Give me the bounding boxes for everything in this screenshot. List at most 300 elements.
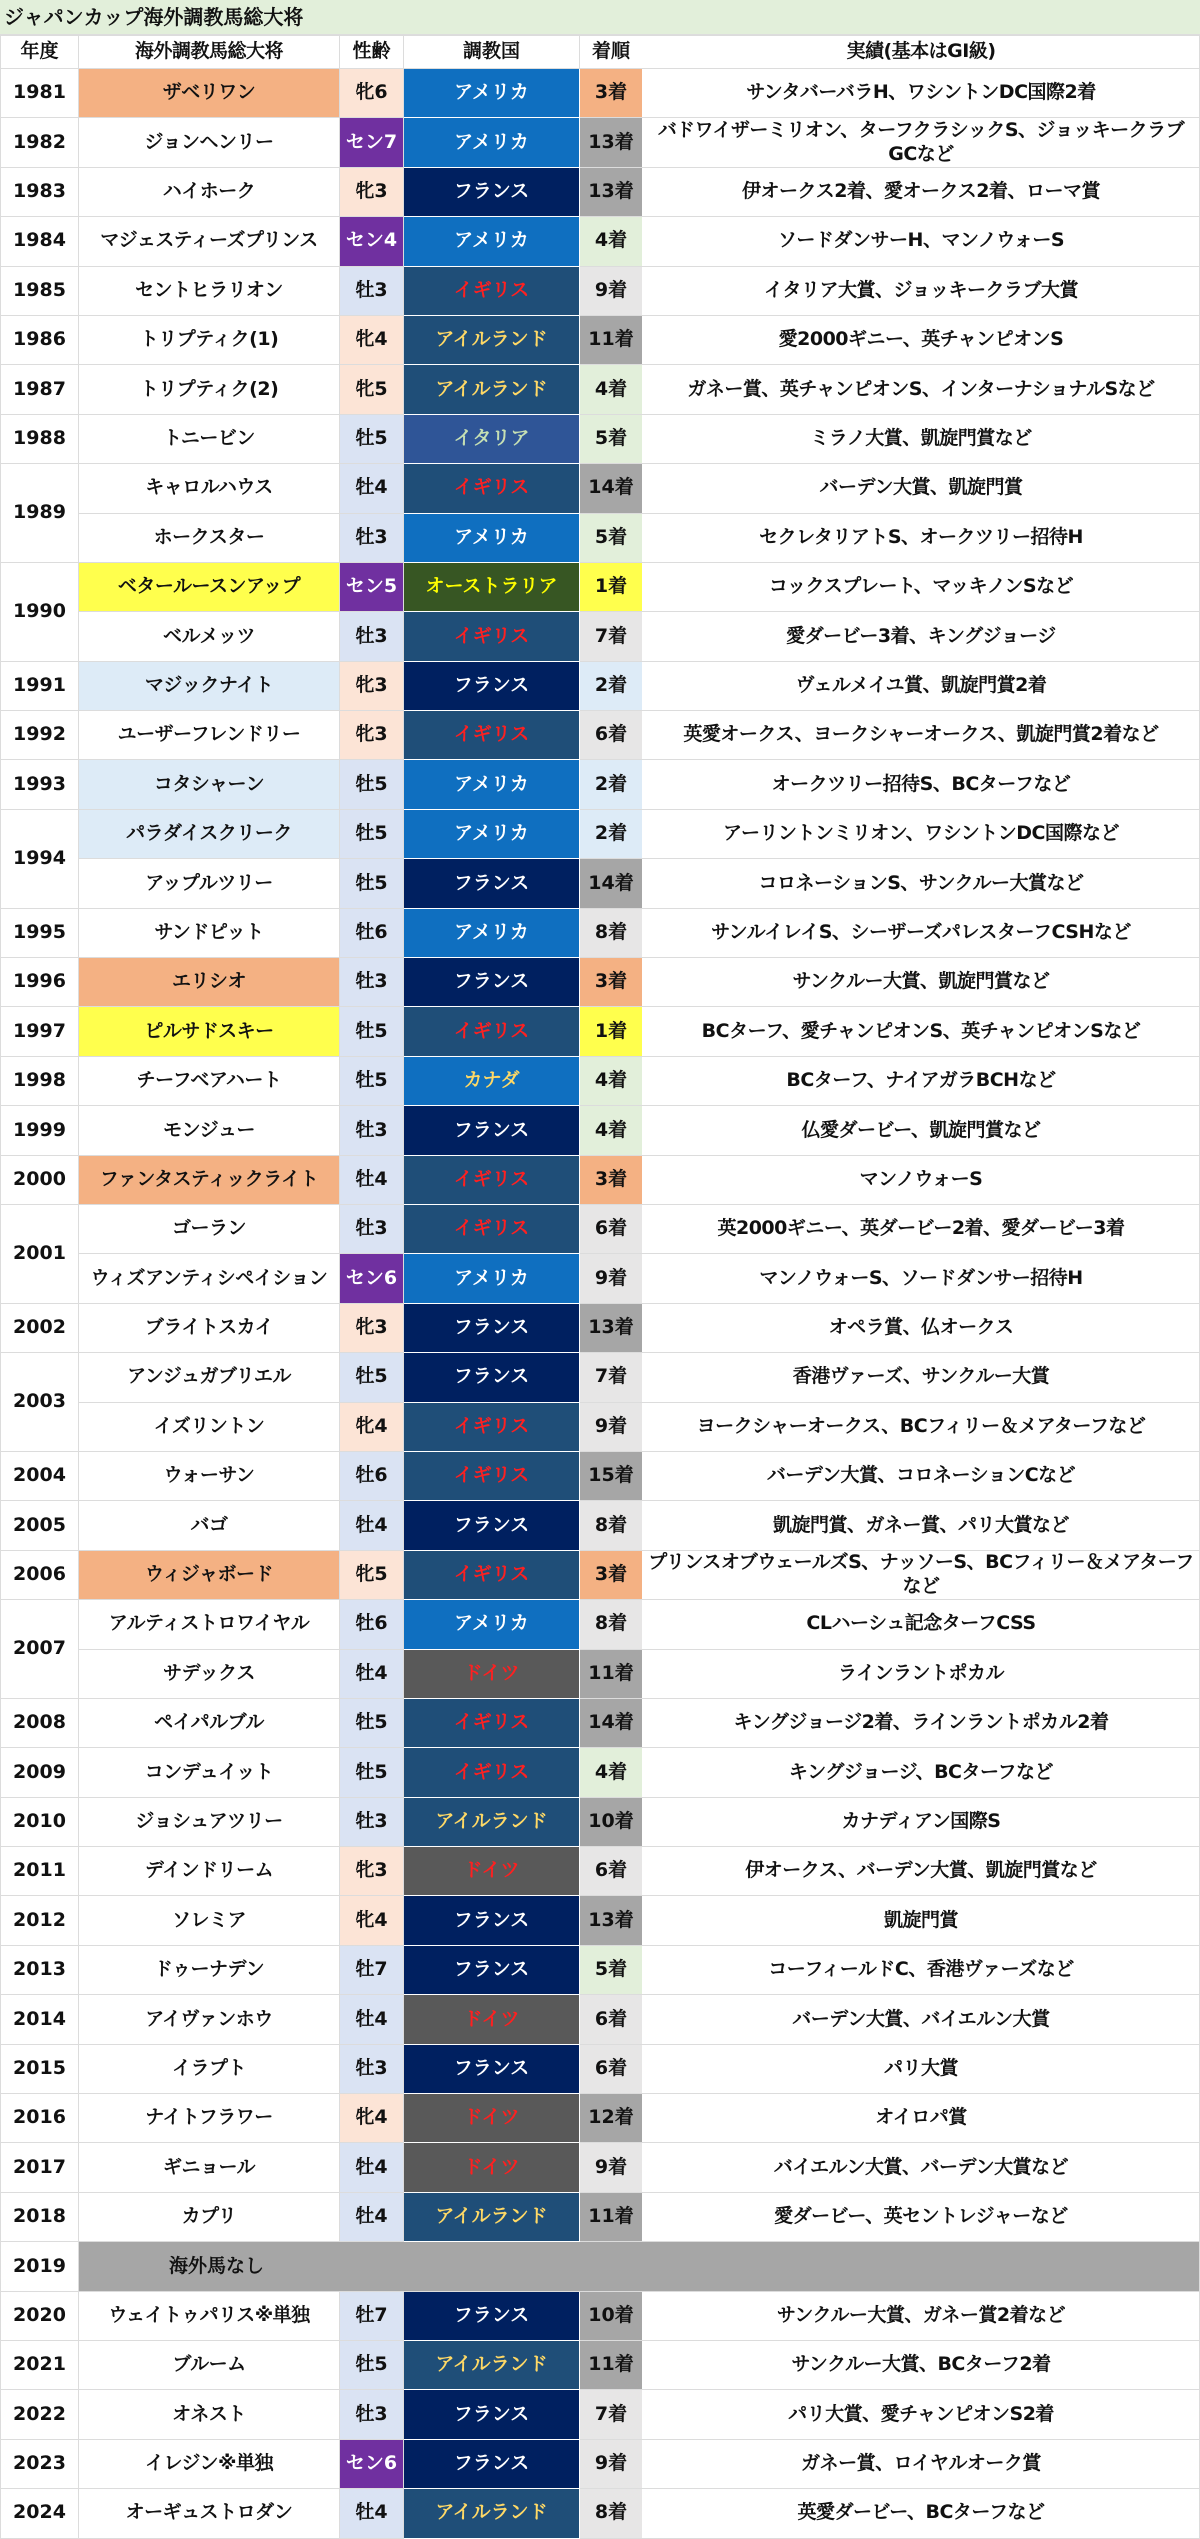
- results-cell: プリンスオブウェールズS、ナッソーS、BCフィリー＆メアターフなど: [643, 1550, 1200, 1599]
- year-cell: 1985: [1, 266, 79, 315]
- sex-age-cell: 牝4: [340, 1896, 404, 1945]
- results-cell: ラインラントポカル: [643, 1649, 1200, 1698]
- year-cell: 2002: [1, 1303, 79, 1352]
- results-cell: コックスプレート、マッキノンSなど: [643, 562, 1200, 611]
- table-row: [1, 661, 1200, 710]
- rank-cell: 1着: [580, 1007, 643, 1056]
- table-row: [1, 1155, 1200, 1204]
- table-row: [1, 414, 1200, 463]
- horse-name-cell: ハイホーク: [79, 167, 340, 216]
- year-cell: 2010: [1, 1797, 79, 1846]
- year-cell: 1995: [1, 908, 79, 957]
- country-cell: アメリカ: [404, 69, 580, 118]
- sex-age-cell: セン5: [340, 562, 404, 611]
- sex-age-cell: 牝3: [340, 711, 404, 760]
- country-cell: イギリス: [404, 711, 580, 760]
- table-row: [1, 1797, 1200, 1846]
- rank-cell: 5着: [580, 1945, 643, 1994]
- sex-age-cell: 牡5: [340, 1056, 404, 1105]
- country-cell: フランス: [404, 1303, 580, 1352]
- country-cell: イギリス: [404, 1155, 580, 1204]
- table-row: [1, 2192, 1200, 2241]
- sex-age-cell: 牡3: [340, 1204, 404, 1253]
- table-row: [1, 760, 1200, 809]
- horse-name-cell: サンドピット: [79, 908, 340, 957]
- table-row: [1, 2291, 1200, 2340]
- rank-cell: 6着: [580, 1847, 643, 1896]
- year-cell: 1996: [1, 958, 79, 1007]
- horse-name-cell: アルティストロワイヤル: [79, 1600, 340, 1649]
- year-cell: 1991: [1, 661, 79, 710]
- year-cell: 1990: [1, 562, 79, 661]
- country-cell: ドイツ: [404, 1847, 580, 1896]
- header-results: 実績(基本はGI級): [643, 36, 1200, 69]
- country-cell: アイルランド: [404, 2489, 580, 2538]
- rank-cell: 11着: [580, 315, 643, 364]
- rank-cell: 3着: [580, 69, 643, 118]
- sex-age-cell: 牡4: [340, 1995, 404, 2044]
- horse-name-cell: ブルーム: [79, 2340, 340, 2389]
- table-row: [1, 1698, 1200, 1747]
- sheet-title: ジャパンカップ海外調教馬総大将: [0, 0, 1200, 35]
- results-cell: サンタバーバラH、ワシントンDC国際2着: [643, 69, 1200, 118]
- rank-cell: 5着: [580, 513, 643, 562]
- japan-cup-foreign-horses-table: [0, 35, 1200, 2539]
- country-cell: イギリス: [404, 1007, 580, 1056]
- year-cell: 2007: [1, 1600, 79, 1699]
- year-cell: 2005: [1, 1501, 79, 1550]
- results-cell: パリ大賞、愛チャンピオンS2着: [643, 2390, 1200, 2439]
- year-cell: 1997: [1, 1007, 79, 1056]
- results-cell: 伊オークス、バーデン大賞、凱旋門賞など: [643, 1847, 1200, 1896]
- results-cell: バーデン大賞、バイエルン大賞: [643, 1995, 1200, 2044]
- sex-age-cell: 牡4: [340, 1155, 404, 1204]
- header-sex-age: 性齢: [340, 36, 404, 69]
- results-cell: バーデン大賞、凱旋門賞: [643, 464, 1200, 513]
- country-cell: イギリス: [404, 1550, 580, 1599]
- results-cell: ヨークシャーオークス、BCフィリー＆メアターフなど: [643, 1402, 1200, 1451]
- year-cell: 1988: [1, 414, 79, 463]
- sex-age-cell: 牝4: [340, 1402, 404, 1451]
- table-row: [1, 562, 1200, 611]
- no-foreign-horse-cell: 海外馬なし: [79, 2242, 1200, 2291]
- results-cell: バドワイザーミリオン、ターフクラシックS、ジョッキークラブGCなど: [643, 118, 1200, 167]
- results-cell: BCターフ、ナイアガラBCHなど: [643, 1056, 1200, 1105]
- year-cell: 2019: [1, 2242, 79, 2291]
- table-row: [1, 1649, 1200, 1698]
- results-cell: ガネー賞、ロイヤルオーク賞: [643, 2439, 1200, 2488]
- horse-name-cell: ベルメッツ: [79, 612, 340, 661]
- results-cell: 愛ダービー3着、キングジョージ: [643, 612, 1200, 661]
- results-cell: オペラ賞、仏オークス: [643, 1303, 1200, 1352]
- rank-cell: 4着: [580, 1748, 643, 1797]
- sex-age-cell: 牡4: [340, 464, 404, 513]
- country-cell: アメリカ: [404, 1600, 580, 1649]
- table-row: [1, 1550, 1200, 1599]
- year-cell: 2023: [1, 2439, 79, 2488]
- country-cell: カナダ: [404, 1056, 580, 1105]
- rank-cell: 14着: [580, 464, 643, 513]
- rank-cell: 11着: [580, 2340, 643, 2389]
- sex-age-cell: 牝3: [340, 167, 404, 216]
- table-row: [1, 1501, 1200, 1550]
- table-row: [1, 908, 1200, 957]
- sex-age-cell: 牝4: [340, 2094, 404, 2143]
- rank-cell: 9着: [580, 2439, 643, 2488]
- results-cell: 英2000ギニー、英ダービー2着、愛ダービー3着: [643, 1204, 1200, 1253]
- rank-cell: 11着: [580, 2192, 643, 2241]
- sex-age-cell: 牡3: [340, 266, 404, 315]
- horse-name-cell: アンジュガブリエル: [79, 1353, 340, 1402]
- country-cell: フランス: [404, 2439, 580, 2488]
- sex-age-cell: 牝5: [340, 1550, 404, 1599]
- year-cell: 2001: [1, 1204, 79, 1303]
- year-cell: 2014: [1, 1995, 79, 2044]
- results-cell: 英愛ダービー、BCターフなど: [643, 2489, 1200, 2538]
- rank-cell: 14着: [580, 1698, 643, 1747]
- sex-age-cell: 牡5: [340, 809, 404, 858]
- country-cell: イギリス: [404, 1204, 580, 1253]
- rank-cell: 9着: [580, 266, 643, 315]
- country-cell: フランス: [404, 1945, 580, 1994]
- year-cell: 1992: [1, 711, 79, 760]
- rank-cell: 8着: [580, 1600, 643, 1649]
- sex-age-cell: セン7: [340, 118, 404, 167]
- sex-age-cell: 牡3: [340, 2044, 404, 2093]
- country-cell: フランス: [404, 1896, 580, 1945]
- table-row: [1, 1600, 1200, 1649]
- rank-cell: 3着: [580, 1155, 643, 1204]
- horse-name-cell: パラダイスクリーク: [79, 809, 340, 858]
- horse-name-cell: コンデュイット: [79, 1748, 340, 1797]
- header-row: [1, 36, 1200, 69]
- country-cell: アメリカ: [404, 760, 580, 809]
- rank-cell: 9着: [580, 1402, 643, 1451]
- year-cell: 1984: [1, 217, 79, 266]
- horse-name-cell: ゴーラン: [79, 1204, 340, 1253]
- country-cell: フランス: [404, 1501, 580, 1550]
- table-row: [1, 464, 1200, 513]
- results-cell: 香港ヴァーズ、サンクルー大賞: [643, 1353, 1200, 1402]
- table-row: [1, 1106, 1200, 1155]
- table-row: [1, 2143, 1200, 2192]
- country-cell: アメリカ: [404, 118, 580, 167]
- sex-age-cell: 牡5: [340, 414, 404, 463]
- table-row: [1, 1056, 1200, 1105]
- table-row: [1, 1995, 1200, 2044]
- country-cell: フランス: [404, 2044, 580, 2093]
- year-cell: 2004: [1, 1451, 79, 1500]
- results-cell: ヴェルメイユ賞、凱旋門賞2着: [643, 661, 1200, 710]
- results-cell: 英愛オークス、ヨークシャーオークス、凱旋門賞2着など: [643, 711, 1200, 760]
- sex-age-cell: 牝6: [340, 69, 404, 118]
- rank-cell: 3着: [580, 958, 643, 1007]
- year-cell: 1994: [1, 809, 79, 908]
- results-cell: ガネー賞、英チャンピオンS、インターナショナルSなど: [643, 365, 1200, 414]
- sex-age-cell: 牡5: [340, 1007, 404, 1056]
- header-rank: 着順: [580, 36, 643, 69]
- year-cell: 2011: [1, 1847, 79, 1896]
- sex-age-cell: 牡4: [340, 2489, 404, 2538]
- table-row: [1, 2340, 1200, 2389]
- horse-name-cell: イレジン※単独: [79, 2439, 340, 2488]
- horse-name-cell: ナイトフラワー: [79, 2094, 340, 2143]
- rank-cell: 6着: [580, 1995, 643, 2044]
- table-row: [1, 1945, 1200, 1994]
- year-cell: 1987: [1, 365, 79, 414]
- table-row: [1, 266, 1200, 315]
- table-row: [1, 1303, 1200, 1352]
- rank-cell: 5着: [580, 414, 643, 463]
- results-cell: ミラノ大賞、凱旋門賞など: [643, 414, 1200, 463]
- horse-name-cell: デインドリーム: [79, 1847, 340, 1896]
- sex-age-cell: 牡6: [340, 908, 404, 957]
- rank-cell: 13着: [580, 1303, 643, 1352]
- country-cell: イタリア: [404, 414, 580, 463]
- rank-cell: 4着: [580, 1106, 643, 1155]
- country-cell: フランス: [404, 167, 580, 216]
- rank-cell: 6着: [580, 2044, 643, 2093]
- sex-age-cell: 牡5: [340, 1353, 404, 1402]
- horse-name-cell: コタシャーン: [79, 760, 340, 809]
- year-cell: 2022: [1, 2390, 79, 2439]
- country-cell: アメリカ: [404, 1254, 580, 1303]
- year-cell: 2006: [1, 1550, 79, 1599]
- horse-name-cell: ベタールースンアップ: [79, 562, 340, 611]
- horse-name-cell: オーギュストロダン: [79, 2489, 340, 2538]
- year-cell: 1998: [1, 1056, 79, 1105]
- sex-age-cell: 牡7: [340, 1945, 404, 1994]
- horse-name-cell: マジェスティーズプリンス: [79, 217, 340, 266]
- horse-name-cell: バゴ: [79, 1501, 340, 1550]
- results-cell: サンルイレイS、シーザーズパレスターフCSHなど: [643, 908, 1200, 957]
- sex-age-cell: 牡4: [340, 2143, 404, 2192]
- country-cell: フランス: [404, 1106, 580, 1155]
- results-cell: アーリントンミリオン、ワシントンDC国際など: [643, 809, 1200, 858]
- year-cell: 2009: [1, 1748, 79, 1797]
- country-cell: アイルランド: [404, 1797, 580, 1846]
- horse-name-cell: ユーザーフレンドリー: [79, 711, 340, 760]
- rank-cell: 10着: [580, 1797, 643, 1846]
- horse-name-cell: ブライトスカイ: [79, 1303, 340, 1352]
- sex-age-cell: 牡4: [340, 1649, 404, 1698]
- rank-cell: 4着: [580, 217, 643, 266]
- table-row: [1, 315, 1200, 364]
- table-row: [1, 2489, 1200, 2538]
- horse-name-cell: ウィズアンティシペイション: [79, 1254, 340, 1303]
- rank-cell: 2着: [580, 760, 643, 809]
- results-cell: サンクルー大賞、凱旋門賞など: [643, 958, 1200, 1007]
- results-cell: BCターフ、愛チャンピオンS、英チャンピオンSなど: [643, 1007, 1200, 1056]
- results-cell: サンクルー大賞、BCターフ2着: [643, 2340, 1200, 2389]
- horse-name-cell: ウィジャボード: [79, 1550, 340, 1599]
- rank-cell: 13着: [580, 167, 643, 216]
- horse-name-cell: アップルツリー: [79, 859, 340, 908]
- table-row: [1, 1451, 1200, 1500]
- country-cell: イギリス: [404, 464, 580, 513]
- country-cell: アメリカ: [404, 217, 580, 266]
- year-cell: 1993: [1, 760, 79, 809]
- table-row: [1, 1748, 1200, 1797]
- horse-name-cell: イラプト: [79, 2044, 340, 2093]
- rank-cell: 13着: [580, 1896, 643, 1945]
- rank-cell: 7着: [580, 612, 643, 661]
- country-cell: フランス: [404, 661, 580, 710]
- table-row: [1, 1402, 1200, 1451]
- sex-age-cell: 牡3: [340, 1797, 404, 1846]
- rank-cell: 7着: [580, 2390, 643, 2439]
- year-cell: 2012: [1, 1896, 79, 1945]
- horse-name-cell: アイヴァンホウ: [79, 1995, 340, 2044]
- results-cell: 伊オークス2着、愛オークス2着、ローマ賞: [643, 167, 1200, 216]
- sex-age-cell: 牡5: [340, 1698, 404, 1747]
- horse-name-cell: イズリントン: [79, 1402, 340, 1451]
- rank-cell: 6着: [580, 1204, 643, 1253]
- table-row: [1, 958, 1200, 1007]
- horse-name-cell: ギニョール: [79, 2143, 340, 2192]
- sex-age-cell: 牡6: [340, 1600, 404, 1649]
- table-row: [1, 2094, 1200, 2143]
- country-cell: フランス: [404, 1353, 580, 1402]
- rank-cell: 7着: [580, 1353, 643, 1402]
- year-cell: 2020: [1, 2291, 79, 2340]
- sex-age-cell: セン6: [340, 1254, 404, 1303]
- sex-age-cell: 牡3: [340, 2390, 404, 2439]
- results-cell: キングジョージ、BCターフなど: [643, 1748, 1200, 1797]
- rank-cell: 8着: [580, 1501, 643, 1550]
- country-cell: オーストラリア: [404, 562, 580, 611]
- country-cell: アイルランド: [404, 2340, 580, 2389]
- country-cell: ドイツ: [404, 2143, 580, 2192]
- country-cell: イギリス: [404, 1402, 580, 1451]
- table-row: [1, 1007, 1200, 1056]
- table-row: [1, 1353, 1200, 1402]
- horse-name-cell: ホークスター: [79, 513, 340, 562]
- country-cell: イギリス: [404, 266, 580, 315]
- year-cell: 1982: [1, 118, 79, 167]
- table-row: [1, 217, 1200, 266]
- table-body: [1, 69, 1200, 2539]
- rank-cell: 15着: [580, 1451, 643, 1500]
- country-cell: アメリカ: [404, 809, 580, 858]
- results-cell: 愛ダービー、英セントレジャーなど: [643, 2192, 1200, 2241]
- results-cell: ソードダンサーH、マンノウォーS: [643, 217, 1200, 266]
- sex-age-cell: 牡4: [340, 2192, 404, 2241]
- rank-cell: 4着: [580, 365, 643, 414]
- horse-name-cell: ソレミア: [79, 1896, 340, 1945]
- sex-age-cell: 牡3: [340, 612, 404, 661]
- table-row: [1, 2044, 1200, 2093]
- country-cell: イギリス: [404, 1748, 580, 1797]
- country-cell: フランス: [404, 2291, 580, 2340]
- sex-age-cell: 牡4: [340, 1501, 404, 1550]
- country-cell: フランス: [404, 958, 580, 1007]
- rank-cell: 10着: [580, 2291, 643, 2340]
- results-cell: 凱旋門賞、ガネー賞、パリ大賞など: [643, 1501, 1200, 1550]
- horse-name-cell: エリシオ: [79, 958, 340, 1007]
- results-cell: マンノウォーS、ソードダンサー招待H: [643, 1254, 1200, 1303]
- results-cell: カナディアン国際S: [643, 1797, 1200, 1846]
- year-cell: 1999: [1, 1106, 79, 1155]
- rank-cell: 3着: [580, 1550, 643, 1599]
- results-cell: バーデン大賞、コロネーションCなど: [643, 1451, 1200, 1500]
- sex-age-cell: セン6: [340, 2439, 404, 2488]
- horse-name-cell: ジョシュアツリー: [79, 1797, 340, 1846]
- results-cell: 愛2000ギニー、英チャンピオンS: [643, 315, 1200, 364]
- horse-name-cell: オネスト: [79, 2390, 340, 2439]
- rank-cell: 6着: [580, 711, 643, 760]
- rank-cell: 8着: [580, 908, 643, 957]
- results-cell: コーフィールドC、香港ヴァーズなど: [643, 1945, 1200, 1994]
- rank-cell: 9着: [580, 2143, 643, 2192]
- year-cell: 2003: [1, 1353, 79, 1452]
- year-cell: 2008: [1, 1698, 79, 1747]
- sex-age-cell: 牝3: [340, 661, 404, 710]
- horse-name-cell: ザベリワン: [79, 69, 340, 118]
- country-cell: フランス: [404, 859, 580, 908]
- country-cell: ドイツ: [404, 2094, 580, 2143]
- table-row: [1, 2439, 1200, 2488]
- year-cell: 2024: [1, 2489, 79, 2538]
- country-cell: アイルランド: [404, 2192, 580, 2241]
- table-row: [1, 365, 1200, 414]
- sex-age-cell: セン4: [340, 217, 404, 266]
- results-cell: CLハーシュ記念ターフCSS: [643, 1600, 1200, 1649]
- header-country: 調教国: [404, 36, 580, 69]
- horse-name-cell: ファンタスティックライト: [79, 1155, 340, 1204]
- year-cell: 1981: [1, 69, 79, 118]
- horse-name-cell: マジックナイト: [79, 661, 340, 710]
- country-cell: ドイツ: [404, 1995, 580, 2044]
- sex-age-cell: 牡6: [340, 1451, 404, 1500]
- results-cell: 仏愛ダービー、凱旋門賞など: [643, 1106, 1200, 1155]
- horse-name-cell: ウェイトゥパリス※単独: [79, 2291, 340, 2340]
- year-cell: 2000: [1, 1155, 79, 1204]
- horse-name-cell: トニービン: [79, 414, 340, 463]
- horse-name-cell: セントヒラリオン: [79, 266, 340, 315]
- table-row: [1, 1847, 1200, 1896]
- rank-cell: 9着: [580, 1254, 643, 1303]
- year-cell: 2021: [1, 2340, 79, 2389]
- year-cell: 2015: [1, 2044, 79, 2093]
- rank-cell: 13着: [580, 118, 643, 167]
- results-cell: コロネーションS、サンクルー大賞など: [643, 859, 1200, 908]
- year-cell: 1983: [1, 167, 79, 216]
- country-cell: アメリカ: [404, 908, 580, 957]
- year-cell: 2017: [1, 2143, 79, 2192]
- results-cell: イタリア大賞、ジョッキークラブ大賞: [643, 266, 1200, 315]
- table-row: [1, 2390, 1200, 2439]
- rank-cell: 8着: [580, 2489, 643, 2538]
- results-cell: サンクルー大賞、ガネー賞2着など: [643, 2291, 1200, 2340]
- table-row: [1, 809, 1200, 858]
- results-cell: パリ大賞: [643, 2044, 1200, 2093]
- table-row: [1, 1254, 1200, 1303]
- sex-age-cell: 牡3: [340, 958, 404, 1007]
- table-row: [1, 69, 1200, 118]
- results-cell: オークツリー招待S、BCターフなど: [643, 760, 1200, 809]
- table-row: [1, 859, 1200, 908]
- year-cell: 2013: [1, 1945, 79, 1994]
- country-cell: イギリス: [404, 1698, 580, 1747]
- header-year: 年度: [1, 36, 79, 69]
- table-row: [1, 1896, 1200, 1945]
- rank-cell: 11着: [580, 1649, 643, 1698]
- sex-age-cell: 牝3: [340, 1303, 404, 1352]
- table-row: [1, 1204, 1200, 1253]
- rank-cell: 2着: [580, 809, 643, 858]
- rank-cell: 14着: [580, 859, 643, 908]
